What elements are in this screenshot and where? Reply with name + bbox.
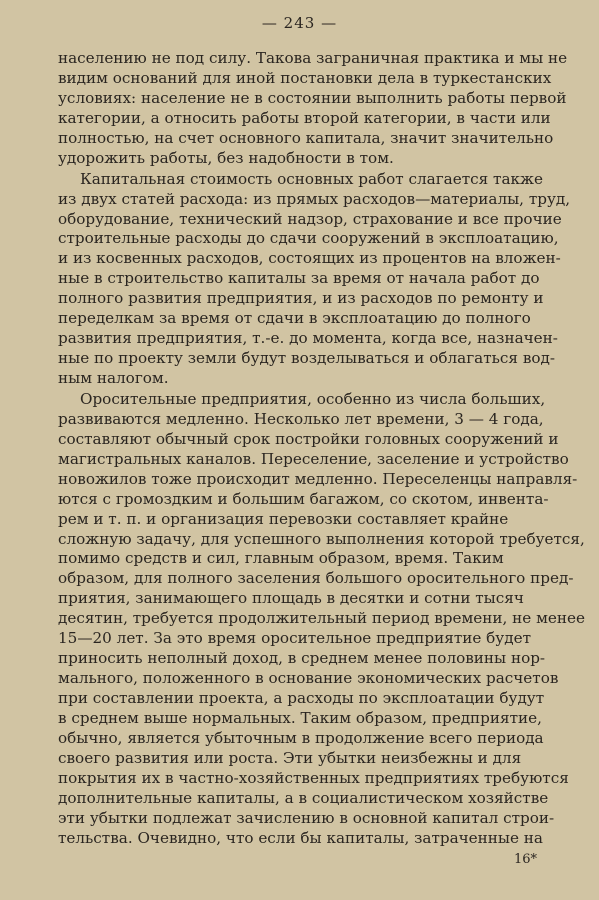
printer-signature: 16* xyxy=(513,852,537,867)
paragraph-line: ются с громоздким и большим багажом, со скотом, инвента- xyxy=(58,489,549,508)
paragraph-line: тельства. Очевидно, что если бы капиталы, затраченные на xyxy=(58,828,543,847)
paragraph-line: покрытия их в частно-хозяйственных предприятиях требуются xyxy=(58,768,569,787)
paragraph-line: категории, а относить работы второй категории, в части или xyxy=(58,108,551,127)
paragraph-line: переделкам за время от сдачи в эксплоатацию до полного xyxy=(58,309,531,328)
paragraph-line: эти убытки подлежат зачислению в основной капитал строи- xyxy=(58,808,555,827)
paragraph-line: в среднем выше нормальных. Таким образом, предприятие, xyxy=(58,708,542,727)
paragraph-2 xyxy=(58,169,571,389)
paragraph-line: приносить неполный доход, в среднем менее половины нор- xyxy=(58,649,546,668)
paragraph-line: ные по проекту земли будут возделываться и облагаться вод- xyxy=(58,349,555,368)
paragraph-line: магистральных каналов. Переселение, заселение и устройство xyxy=(58,449,569,468)
paragraph-line: составляют обычный срок постройки головных сооружений и xyxy=(58,429,559,448)
paragraph-1 xyxy=(58,49,568,169)
paragraph-line: удорожить работы, без надобности в том. xyxy=(58,148,394,167)
paragraph-line: новожилов тоже происходит медленно. Переселенцы направля- xyxy=(58,469,578,488)
paragraph-line: сложную задачу, для успешного выполнения которой требуется, xyxy=(58,529,585,548)
paragraph-line: своего развития или роста. Эти убытки неизбежны и для xyxy=(58,748,522,767)
paragraph-line: и из косвенных расходов, состоящих из процентов на вложен- xyxy=(58,249,561,268)
paragraph-line: полностью, на счет основного капитала, значит значительно xyxy=(58,128,554,147)
paragraph-line: видим оснований для иной постановки дела в туркестанских xyxy=(58,68,552,87)
paragraph-line: населению не под силу. Такова заграничная практика и мы не xyxy=(58,49,568,67)
paragraph-line: развития предприятия, т.-е. до момента, когда все, назначен- xyxy=(58,329,558,348)
paragraph-line: рем и т. п. и организация перевозки составляет крайне xyxy=(58,509,509,528)
paragraph-line: десятин, требуется продолжительный период времени, не менее xyxy=(58,609,585,628)
paragraph-line: условиях: население не в состоянии выполнить работы первой xyxy=(58,88,567,107)
paragraph-line: приятия, занимающего площадь в десятки и сотни тысяч xyxy=(58,589,524,608)
paragraph-line: ным налогом. xyxy=(58,369,169,387)
paragraph-line: при составлении проекта, а расходы по эксплоатации будут xyxy=(58,689,545,707)
paragraph-line: дополнительные капиталы, а в социалистическом хозяйстве xyxy=(58,788,549,807)
paragraph-line: из двух статей расхода: из прямых расходов—материалы, труд, xyxy=(58,189,571,208)
paragraph-line: мального, положенного в основание экономических расчетов xyxy=(58,669,559,688)
paragraph-line: оборудование, технический надзор, страхование и все прочие xyxy=(58,209,562,228)
paragraph-line: 15—20 лет. За это время оросительное предприятие будет xyxy=(58,629,531,648)
paragraph-line: строительные расходы до сдачи сооружений в эксплоатацию, xyxy=(58,229,559,248)
paragraph-line: развиваются медленно. Несколько лет времени, 3 — 4 года, xyxy=(58,409,544,428)
paragraph-line: полного развития предприятия, и из расходов по ремонту и xyxy=(58,289,544,308)
paragraph-line: Оросительные предприятия, особенно из числа больших, xyxy=(80,389,546,408)
paragraph-line: помимо средств и сил, главным образом, время. Таким xyxy=(58,549,504,568)
paragraph-line: образом, для полного заселения большого оросительного пред- xyxy=(58,569,574,588)
body-text xyxy=(58,49,585,849)
paragraph-line: ные в строительство капиталы за время от начала работ до xyxy=(58,269,540,288)
paragraph-3 xyxy=(58,389,585,849)
paragraph-line: обычно, является убыточным в продолжение всего периода xyxy=(58,728,544,747)
paragraph-line: Капитальная стоимость основных работ слагается также xyxy=(80,169,543,188)
page-number: — 243 — xyxy=(261,14,338,32)
